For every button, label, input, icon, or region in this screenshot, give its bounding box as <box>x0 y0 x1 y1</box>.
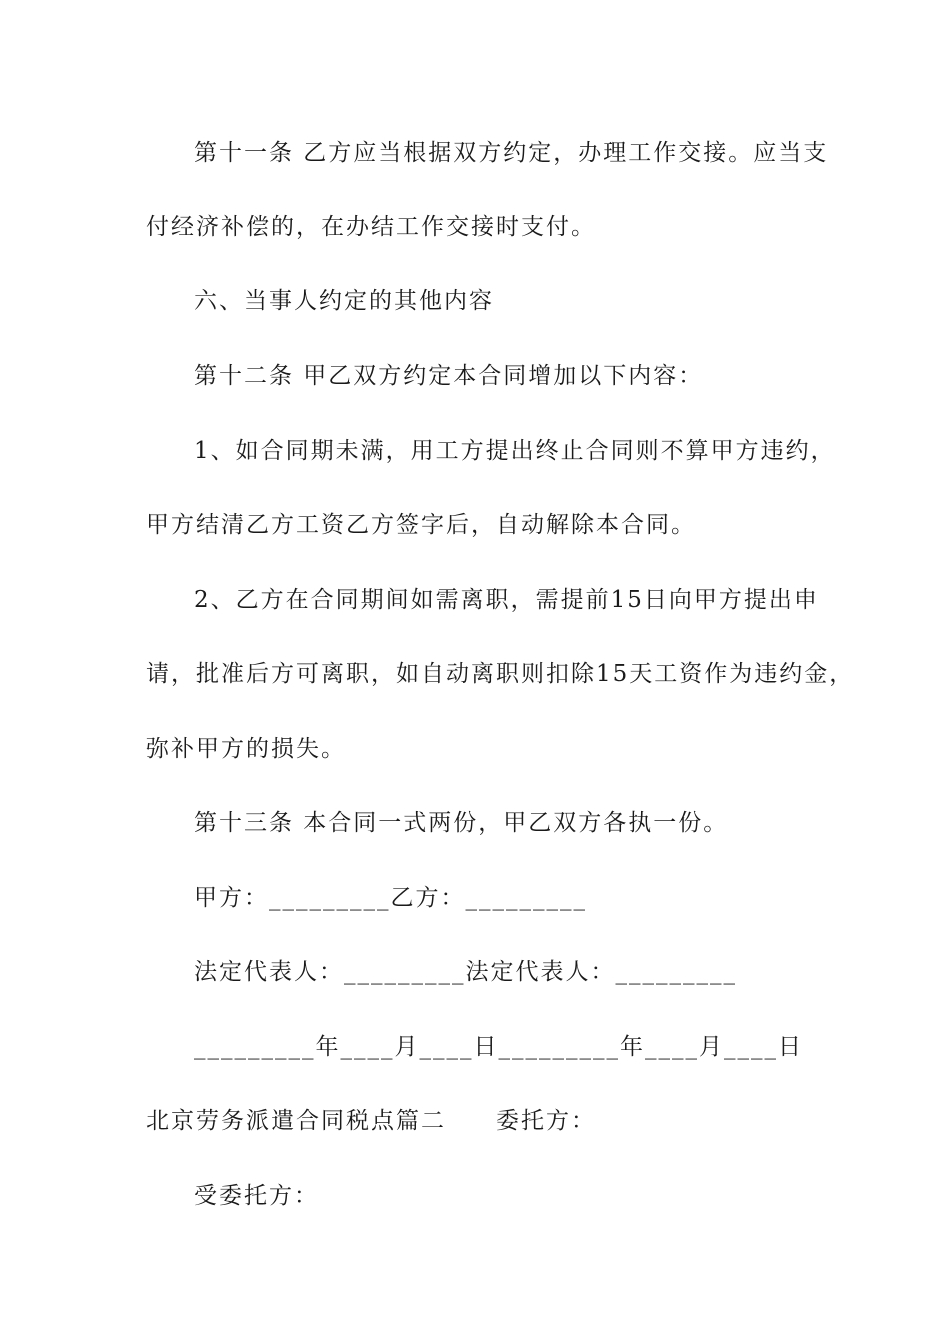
paragraph-line: 弥补甲方的损失。 <box>146 736 346 762</box>
signature-line-parties: 甲方：_________乙方：_________ <box>194 885 587 911</box>
paragraph-line: 1、如合同期未满，用工方提出终止合同则不算甲方违约， <box>194 438 836 464</box>
signature-line-dates: _________年____月____日_________年____月____日 <box>194 1034 803 1060</box>
section-heading: 六、当事人约定的其他内容 <box>194 288 494 314</box>
section-title: 北京劳务派遣合同税点篇二 委托方： <box>146 1108 596 1134</box>
paragraph-line: 第十三条 本合同一式两份，甲乙双方各执一份。 <box>194 810 729 836</box>
paragraph-line: 2、乙方在合同期间如需离职，需提前15日向甲方提出申 <box>194 587 819 613</box>
paragraph-line: 付经济补偿的，在办结工作交接时支付。 <box>146 214 596 240</box>
paragraph-line: 第十二条 甲乙双方约定本合同增加以下内容： <box>194 363 704 389</box>
paragraph-line: 第十一条 乙方应当根据双方约定，办理工作交接。应当支 <box>194 140 829 166</box>
paragraph-line: 受委托方： <box>194 1183 319 1209</box>
paragraph-line: 请，批准后方可离职，如自动离职则扣除15天工资作为违约金， <box>146 661 855 687</box>
paragraph-line: 甲方结清乙方工资乙方签字后，自动解除本合同。 <box>146 512 696 538</box>
signature-line-representatives: 法定代表人：_________法定代表人：_________ <box>194 959 737 985</box>
